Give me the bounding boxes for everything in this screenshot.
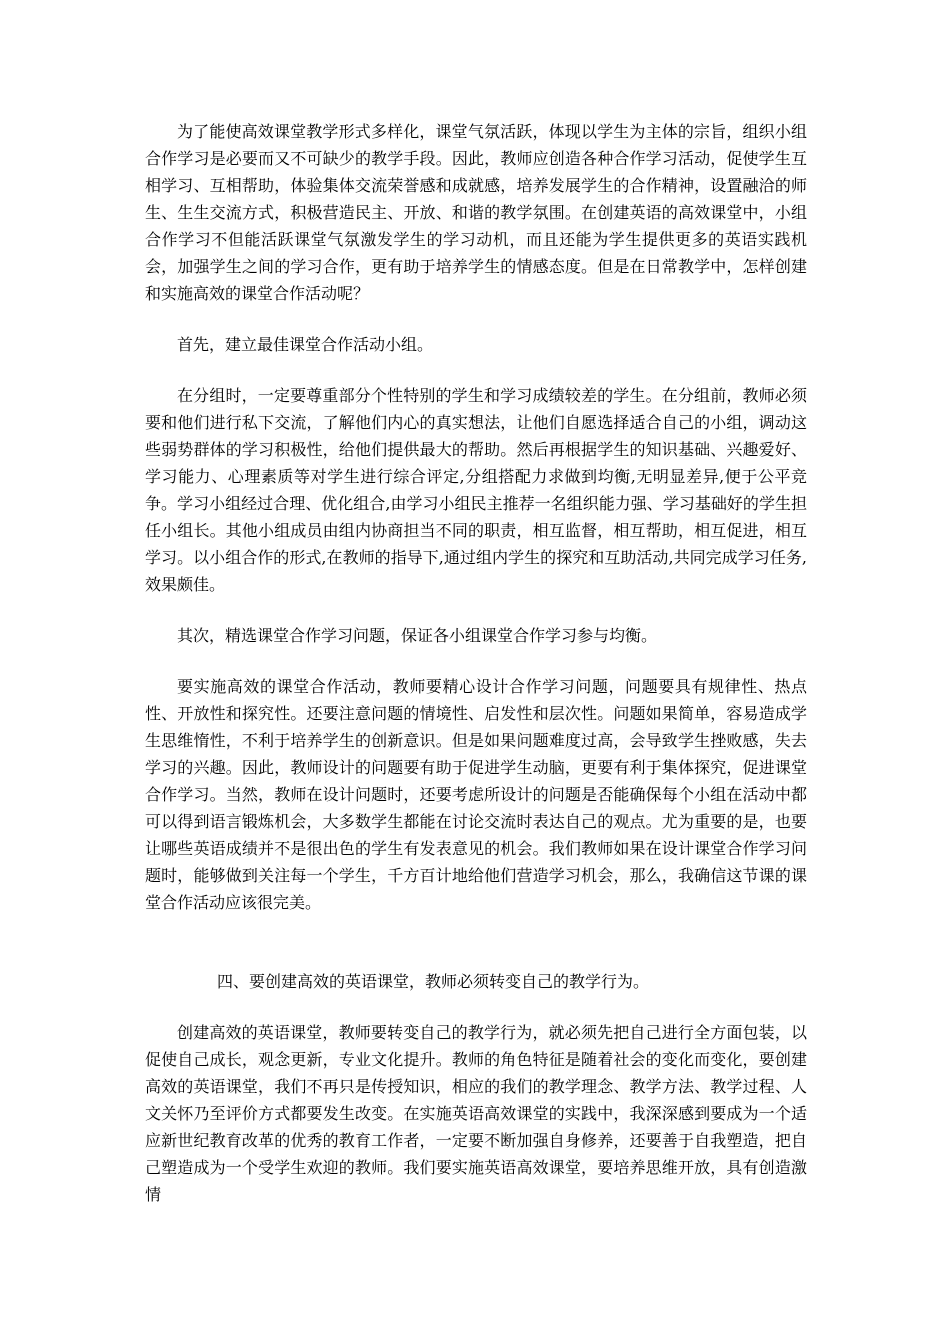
- paragraph-intro: 为了能使高效课堂教学形式多样化，课堂气氛活跃，体现以学生为主体的宗旨，组织小组合作学习是必要而又不可缺少的教学手段。因此，教师应创造各种合作学习活动，促使学生互相学习、互相帮助，体验集体交流荣誉感和成就感，培养发展学生的合作精神，设置融洽的师生、生生交流方式，积极营造民主、开放、和谐的教学氛围。在创建英语的高效课堂中，小组合作学习不但能活跃课堂气氛激发学生的学习动机，而且还能为学生提供更多的英语实践机会，加强学生之间的学习合作，更有助于培养学生的情感态度。但是在日常教学中，怎样创建和实施高效的课堂合作活动呢？: [145, 122, 807, 303]
- document-page: [145, 118, 807, 1208]
- paragraph-second-point: 其次，精选课堂合作学习问题，保证各小组课堂合作学习参与均衡。: [177, 626, 658, 645]
- section-heading-four: 四、要创建高效的英语课堂，教师必须转变自己的教学行为。: [217, 972, 650, 991]
- paragraph-question-design: 要实施高效的课堂合作活动，教师要精心设计合作学习问题，问题要具有规律性、热点性、开放性和探究性。还要注意问题的情境性、启发性和层次性。问题如果简单，容易造成学生思维惰性，不利于培养学生的创新意识。但是如果问题难度过高，会导致学生挫败感，失去学习的兴趣。因此，教师设计的问题要有助于促进学生动脑，更要有利于集体探究，促进课堂合作学习。当然，教师在设计问题时，还要考虑所设计的问题是否能确保每个小组在活动中都可以得到语言锻炼机会，大多数学生都能在讨论交流时表达自己的观点。尤为重要的是，也要让哪些英语成绩并不是很出色的学生有发表意见的机会。我们教师如果在设计课堂合作学习问题时，能够做到关注每一个学生，千方百计地给他们营造学习机会，那么，我确信这节课的课堂合作活动应该很完美。: [145, 677, 807, 912]
- paragraph-grouping: 在分组时，一定要尊重部分个性特别的学生和学习成绩较差的学生。在分组前，教师必须要和他们进行私下交流，了解他们内心的真实想法，让他们自愿选择适合自己的小组，调动这些弱势群体的学习积极性，给他们提供最大的帮助。然后再根据学生的知识基础、兴趣爱好、学习能力、心理素质等对学生进行综合评定,分组搭配力求做到均衡,无明显差异,便于公平竞争。学习小组经过合理、优化组合,由学习小组民主推荐一名组织能力强、学习基础好的学生担任小组长。其他小组成员由组内协商担当不同的职责，相互监督，相互帮助，相互促进，相互学习。以小组合作的形式,在教师的指导下,通过组内学生的探究和互助活动,共同完成学习任务,效果颇佳。: [145, 386, 807, 594]
- paragraph-first-point: 首先，建立最佳课堂合作活动小组。: [177, 335, 434, 354]
- paragraph-teacher-behavior: 创建高效的英语课堂，教师要转变自己的教学行为，就必须先把自己进行全方面包装，以促使自己成长，观念更新，专业文化提升。教师的角色特征是随着社会的变化而变化，要创建高效的英语课堂，我们不再只是传授知识，相应的我们的教学理念、教学方法、教学过程、人文关怀乃至评价方式都要发生改变。在实施英语高效课堂的实践中，我深深感到要成为一个适应新世纪教育改革的优秀的教育工作者，一定要不断加强自身修养，还要善于自我塑造，把自己塑造成为一个受学生欢迎的教师。我们要实施英语高效课堂，要培养思维开放，具有创造激情: [145, 1023, 807, 1204]
